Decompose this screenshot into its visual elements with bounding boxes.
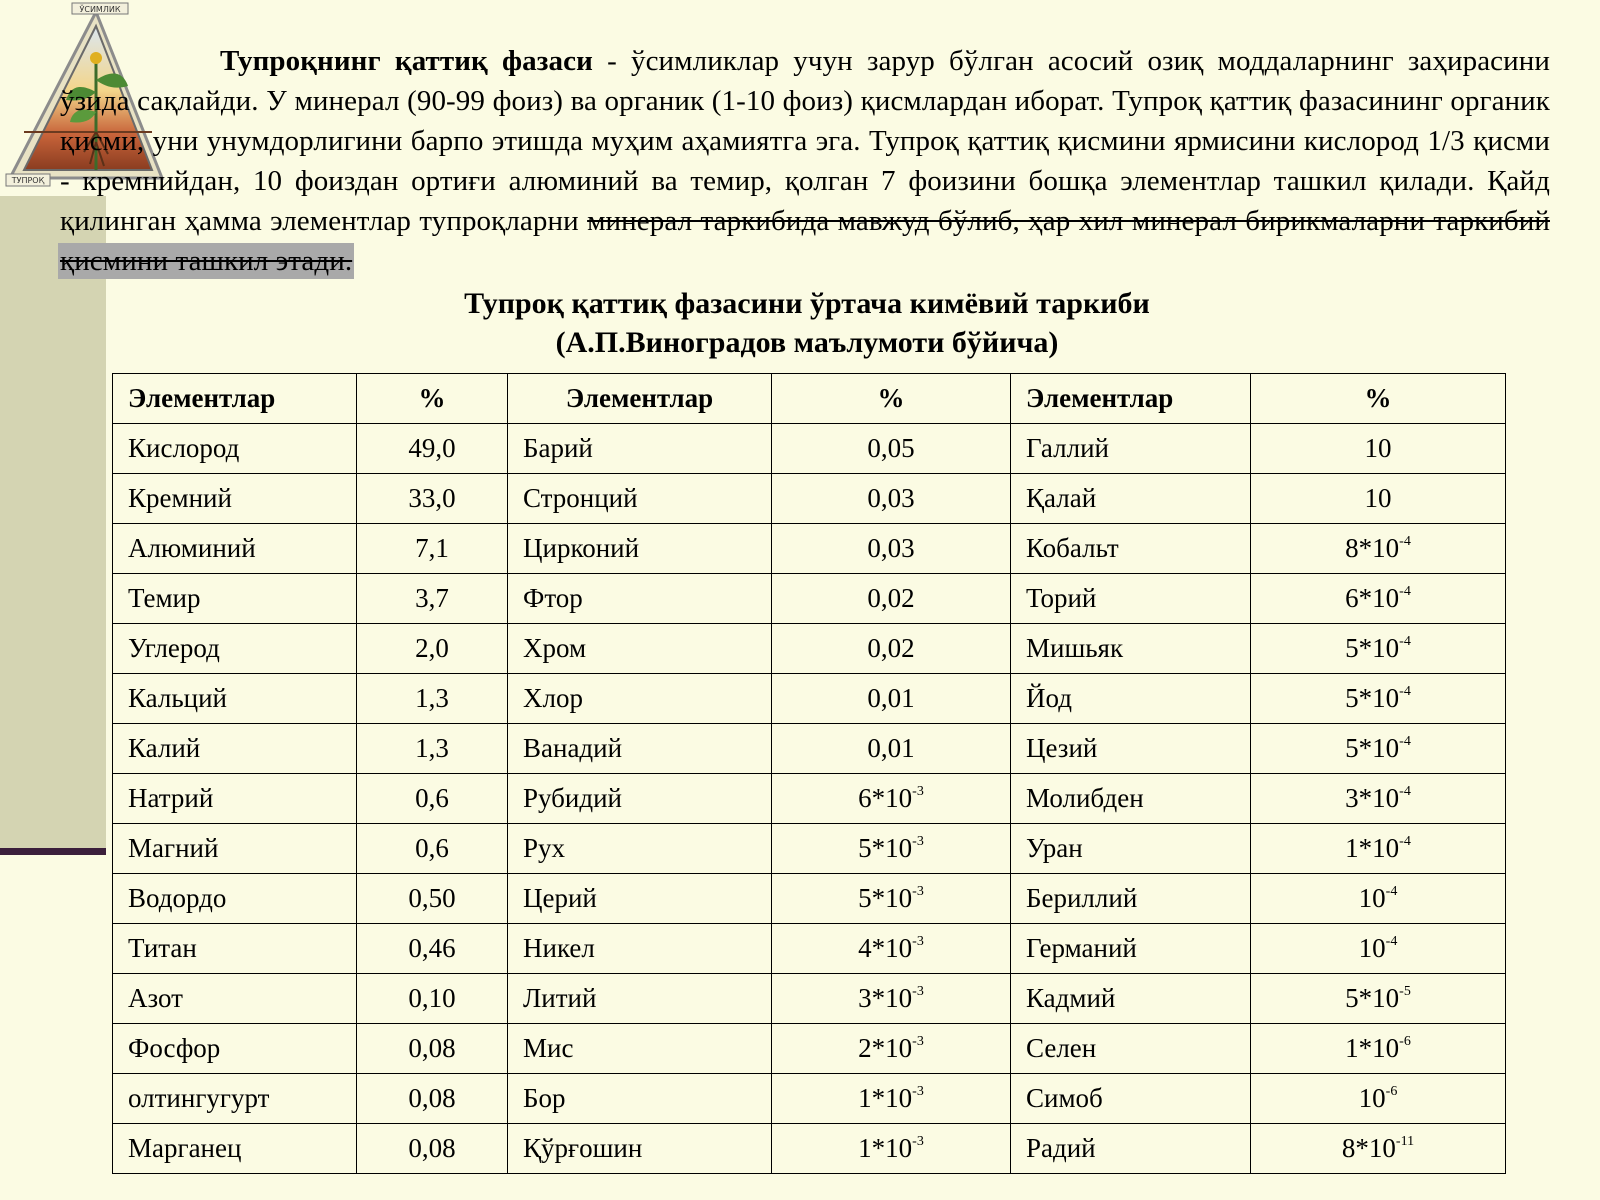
percent-value: 49,0 [408,433,456,463]
element-name-cell: Натрий [113,774,357,824]
element-name-cell: Марганец [113,1124,357,1174]
percent-exponent: -4 [1399,534,1411,549]
percent-cell [772,674,1011,724]
percent-value: 5*10 [1345,733,1400,763]
percent-value: 33,0 [408,483,456,513]
element-name-cell: Никел [508,924,772,974]
table-row [113,624,1506,674]
element-name-cell: Барий [508,424,772,474]
percent-exponent: -3 [912,1134,924,1149]
percent-cell [772,874,1011,924]
element-name-cell: Стронций [508,474,772,524]
percent-cell [1251,724,1506,774]
element-name-cell: Симоб [1011,1074,1251,1124]
element-name-cell: Титан [113,924,357,974]
percent-value: 10 [1364,483,1392,513]
table-row [113,574,1506,624]
percent-value: 0,05 [867,433,915,463]
percent-exponent: -5 [1399,984,1411,999]
element-name-cell: Фосфор [113,1024,357,1074]
element-name-cell: Водордо [113,874,357,924]
percent-cell [1251,524,1506,574]
percent-exponent: -4 [1399,684,1411,699]
column-header: Элементлар [508,374,772,424]
percent-value: 0,08 [408,1033,456,1063]
element-name-cell: Литий [508,974,772,1024]
table-row [113,674,1506,724]
percent-value: 0,01 [867,733,915,763]
percent-value: 6*10 [1345,583,1400,613]
percent-exponent: -6 [1385,1084,1398,1099]
percent-cell [357,524,508,574]
element-name-cell: Алюминий [113,524,357,574]
percent-value: 0,03 [867,483,915,513]
percent-exponent: -3 [912,1034,924,1049]
percent-cell [772,824,1011,874]
percent-value: 0,02 [867,633,915,663]
element-name-cell: Церий [508,874,772,924]
element-name-cell: Хлор [508,674,772,724]
percent-cell [772,624,1011,674]
percent-value: 6*10 [858,783,913,813]
column-header: % [357,374,508,424]
table-row [113,1024,1506,1074]
percent-cell [1251,824,1506,874]
percent-cell [357,624,508,674]
percent-cell [357,824,508,874]
percent-cell [357,474,508,524]
element-name-cell: Йод [1011,674,1251,724]
element-name-cell: Фтор [508,574,772,624]
percent-cell [357,924,508,974]
percent-value: 1*10 [1345,1033,1400,1063]
element-name-cell: Галлий [1011,424,1251,474]
percent-cell [1251,574,1506,624]
percent-cell [357,1024,508,1074]
table-row [113,524,1506,574]
percent-value: 1*10 [1345,833,1400,863]
percent-cell [357,974,508,1024]
percent-value: 1*10 [858,1083,913,1113]
percent-value: 0,08 [408,1133,456,1163]
percent-value: 10 [1358,883,1386,913]
percent-exponent: -11 [1395,1134,1415,1149]
percent-cell [1251,424,1506,474]
element-name-cell: Цезий [1011,724,1251,774]
percent-exponent: -3 [912,834,924,849]
percent-cell [1251,924,1506,974]
percent-cell [357,874,508,924]
logo-bottom-label: ТУПРОҚ [11,176,45,185]
element-name-cell: Углерод [113,624,357,674]
percent-cell [772,724,1011,774]
percent-cell [357,424,508,474]
table-body [113,424,1506,1174]
table-row [113,774,1506,824]
percent-exponent: -3 [912,784,924,799]
percent-cell [1251,474,1506,524]
percent-value: 5*10 [858,833,913,863]
table-subtitle: (А.П.Виноградов маълумоти бўйича) [555,326,1059,359]
element-name-cell: Магний [113,824,357,874]
percent-value: 8*10 [1341,1133,1396,1163]
percent-exponent: -3 [912,884,924,899]
table-title: Тупроқ қаттиқ фазасини ўртача кимёвий таркиби [464,287,1150,320]
percent-value: 2,0 [415,633,449,663]
percent-cell [772,974,1011,1024]
percent-exponent: -3 [912,934,924,949]
table-row [113,924,1506,974]
element-name-cell: Молибден [1011,774,1251,824]
percent-value: 0,03 [867,533,915,563]
percent-value: 5*10 [858,883,913,913]
logo-top-label: ЎСИМЛИК [79,5,121,14]
element-name-cell: Торий [1011,574,1251,624]
percent-value: 5*10 [1345,983,1400,1013]
percent-cell [1251,1124,1506,1174]
percent-cell [357,1124,508,1174]
percent-cell [357,774,508,824]
intro-term: Тупроқнинг қаттиқ фазаси [220,45,593,77]
element-name-cell: Кобальт [1011,524,1251,574]
percent-value: 0,6 [415,833,449,863]
percent-value: 3*10 [858,983,913,1013]
percent-value: 3,7 [415,583,449,613]
element-name-cell: Кремний [113,474,357,524]
intro-struck-text: минерал таркибида мавжуд бўлиб, ҳар хил минерал бирикмаларни таркибий [587,205,1550,237]
percent-exponent: -3 [912,1084,924,1099]
element-name-cell: Хром [508,624,772,674]
percent-cell [772,1074,1011,1124]
percent-cell [772,774,1011,824]
percent-exponent: -3 [912,984,924,999]
percent-cell [1251,1024,1506,1074]
element-name-cell: Рубидий [508,774,772,824]
composition-table [112,373,1506,1174]
percent-exponent: -4 [1399,584,1411,599]
table-row [113,424,1506,474]
column-header: % [1251,374,1506,424]
element-name-cell: Уран [1011,824,1251,874]
percent-value: 0,08 [408,1083,456,1113]
percent-value: 0,6 [415,783,449,813]
element-name-cell: Темир [113,574,357,624]
percent-value: 0,02 [867,583,915,613]
table-row [113,824,1506,874]
element-name-cell: олтингугурт [113,1074,357,1124]
percent-value: 3*10 [1345,783,1400,813]
percent-exponent: -4 [1399,784,1411,799]
element-name-cell: Рух [508,824,772,874]
intro-text: - ўсимликлар учун зарур бўлган асосий озиқ моддаларнинг заҳирасини ўзида сақлайди. У минерал (90-99 фоиз) ва органик (1-10 фоиз) қисмлардан иборат. Тупроқ қаттиқ фазасининг органик қисми, уни унумдорлигини барпо этишда муҳим аҳамиятга эга. Тупроқ қаттиқ қисмини ярмисини кислород 1/3 қисми - кремнийдан, 10 фоиздан ортиғи алюминий ва темир, қолган 7 фоизини бошқа элементлар ташкил қилади. Қайд қилинган ҳамма элементлар тупроқларни [60,45,1551,237]
element-name-cell: Қўрғошин [508,1124,772,1174]
percent-value: 0,46 [408,933,456,963]
table-row [113,974,1506,1024]
element-name-cell: Селен [1011,1024,1251,1074]
column-header: Элементлар [113,374,357,424]
element-name-cell: Цирконий [508,524,772,574]
percent-cell [1251,1074,1506,1124]
percent-cell [1251,774,1506,824]
percent-value: 10 [1358,1083,1386,1113]
percent-cell [772,1024,1011,1074]
element-name-cell: Мишьяк [1011,624,1251,674]
percent-value: 10 [1358,933,1386,963]
left-decorative-band [0,196,106,852]
percent-cell [772,424,1011,474]
percent-cell [357,574,508,624]
percent-exponent: -4 [1399,734,1411,749]
element-name-cell: Мис [508,1024,772,1074]
percent-cell [1251,624,1506,674]
element-name-cell: Калий [113,724,357,774]
percent-exponent: -4 [1385,934,1398,949]
percent-exponent: -6 [1399,1034,1411,1049]
percent-exponent: -4 [1399,834,1411,849]
percent-cell [357,1074,508,1124]
percent-cell [1251,974,1506,1024]
element-name-cell: Ванадий [508,724,772,774]
intro-paragraph [60,41,1550,281]
percent-value: 8*10 [1345,533,1400,563]
element-name-cell: Бор [508,1074,772,1124]
percent-value: 1,3 [415,683,449,713]
percent-cell [1251,674,1506,724]
percent-cell [772,524,1011,574]
percent-cell [357,724,508,774]
element-name-cell: Германий [1011,924,1251,974]
column-header: % [772,374,1011,424]
percent-cell [772,924,1011,974]
left-decorative-rule [0,848,106,855]
table-row [113,874,1506,924]
percent-value: 10 [1364,433,1392,463]
column-header: Элементлар [1011,374,1251,424]
percent-value: 5*10 [1345,633,1400,663]
element-name-cell: Кальций [113,674,357,724]
percent-cell [1251,874,1506,924]
percent-cell [772,1124,1011,1174]
percent-value: 1,3 [415,733,449,763]
percent-value: 0,10 [408,983,456,1013]
element-name-cell: Бериллий [1011,874,1251,924]
percent-cell [357,674,508,724]
percent-value: 7,1 [415,533,449,563]
percent-value: 2*10 [858,1033,913,1063]
intro-struck-highlighted-text: қисмини ташкил этади. [60,245,353,277]
percent-exponent: -4 [1399,634,1411,649]
element-name-cell: Радий [1011,1124,1251,1174]
percent-cell [772,574,1011,624]
element-name-cell: Кадмий [1011,974,1251,1024]
element-name-cell: Қалай [1011,474,1251,524]
table-row [113,1124,1506,1174]
element-name-cell: Азот [113,974,357,1024]
percent-exponent: -4 [1385,884,1398,899]
table-row [113,1074,1506,1124]
percent-value: 1*10 [858,1133,913,1163]
percent-value: 0,50 [408,883,456,913]
percent-cell [772,474,1011,524]
percent-value: 5*10 [1345,683,1400,713]
table-row [113,474,1506,524]
percent-value: 0,01 [867,683,915,713]
element-name-cell: Кислород [113,424,357,474]
table-row [113,724,1506,774]
table-header-row [113,374,1506,424]
percent-value: 4*10 [858,933,913,963]
